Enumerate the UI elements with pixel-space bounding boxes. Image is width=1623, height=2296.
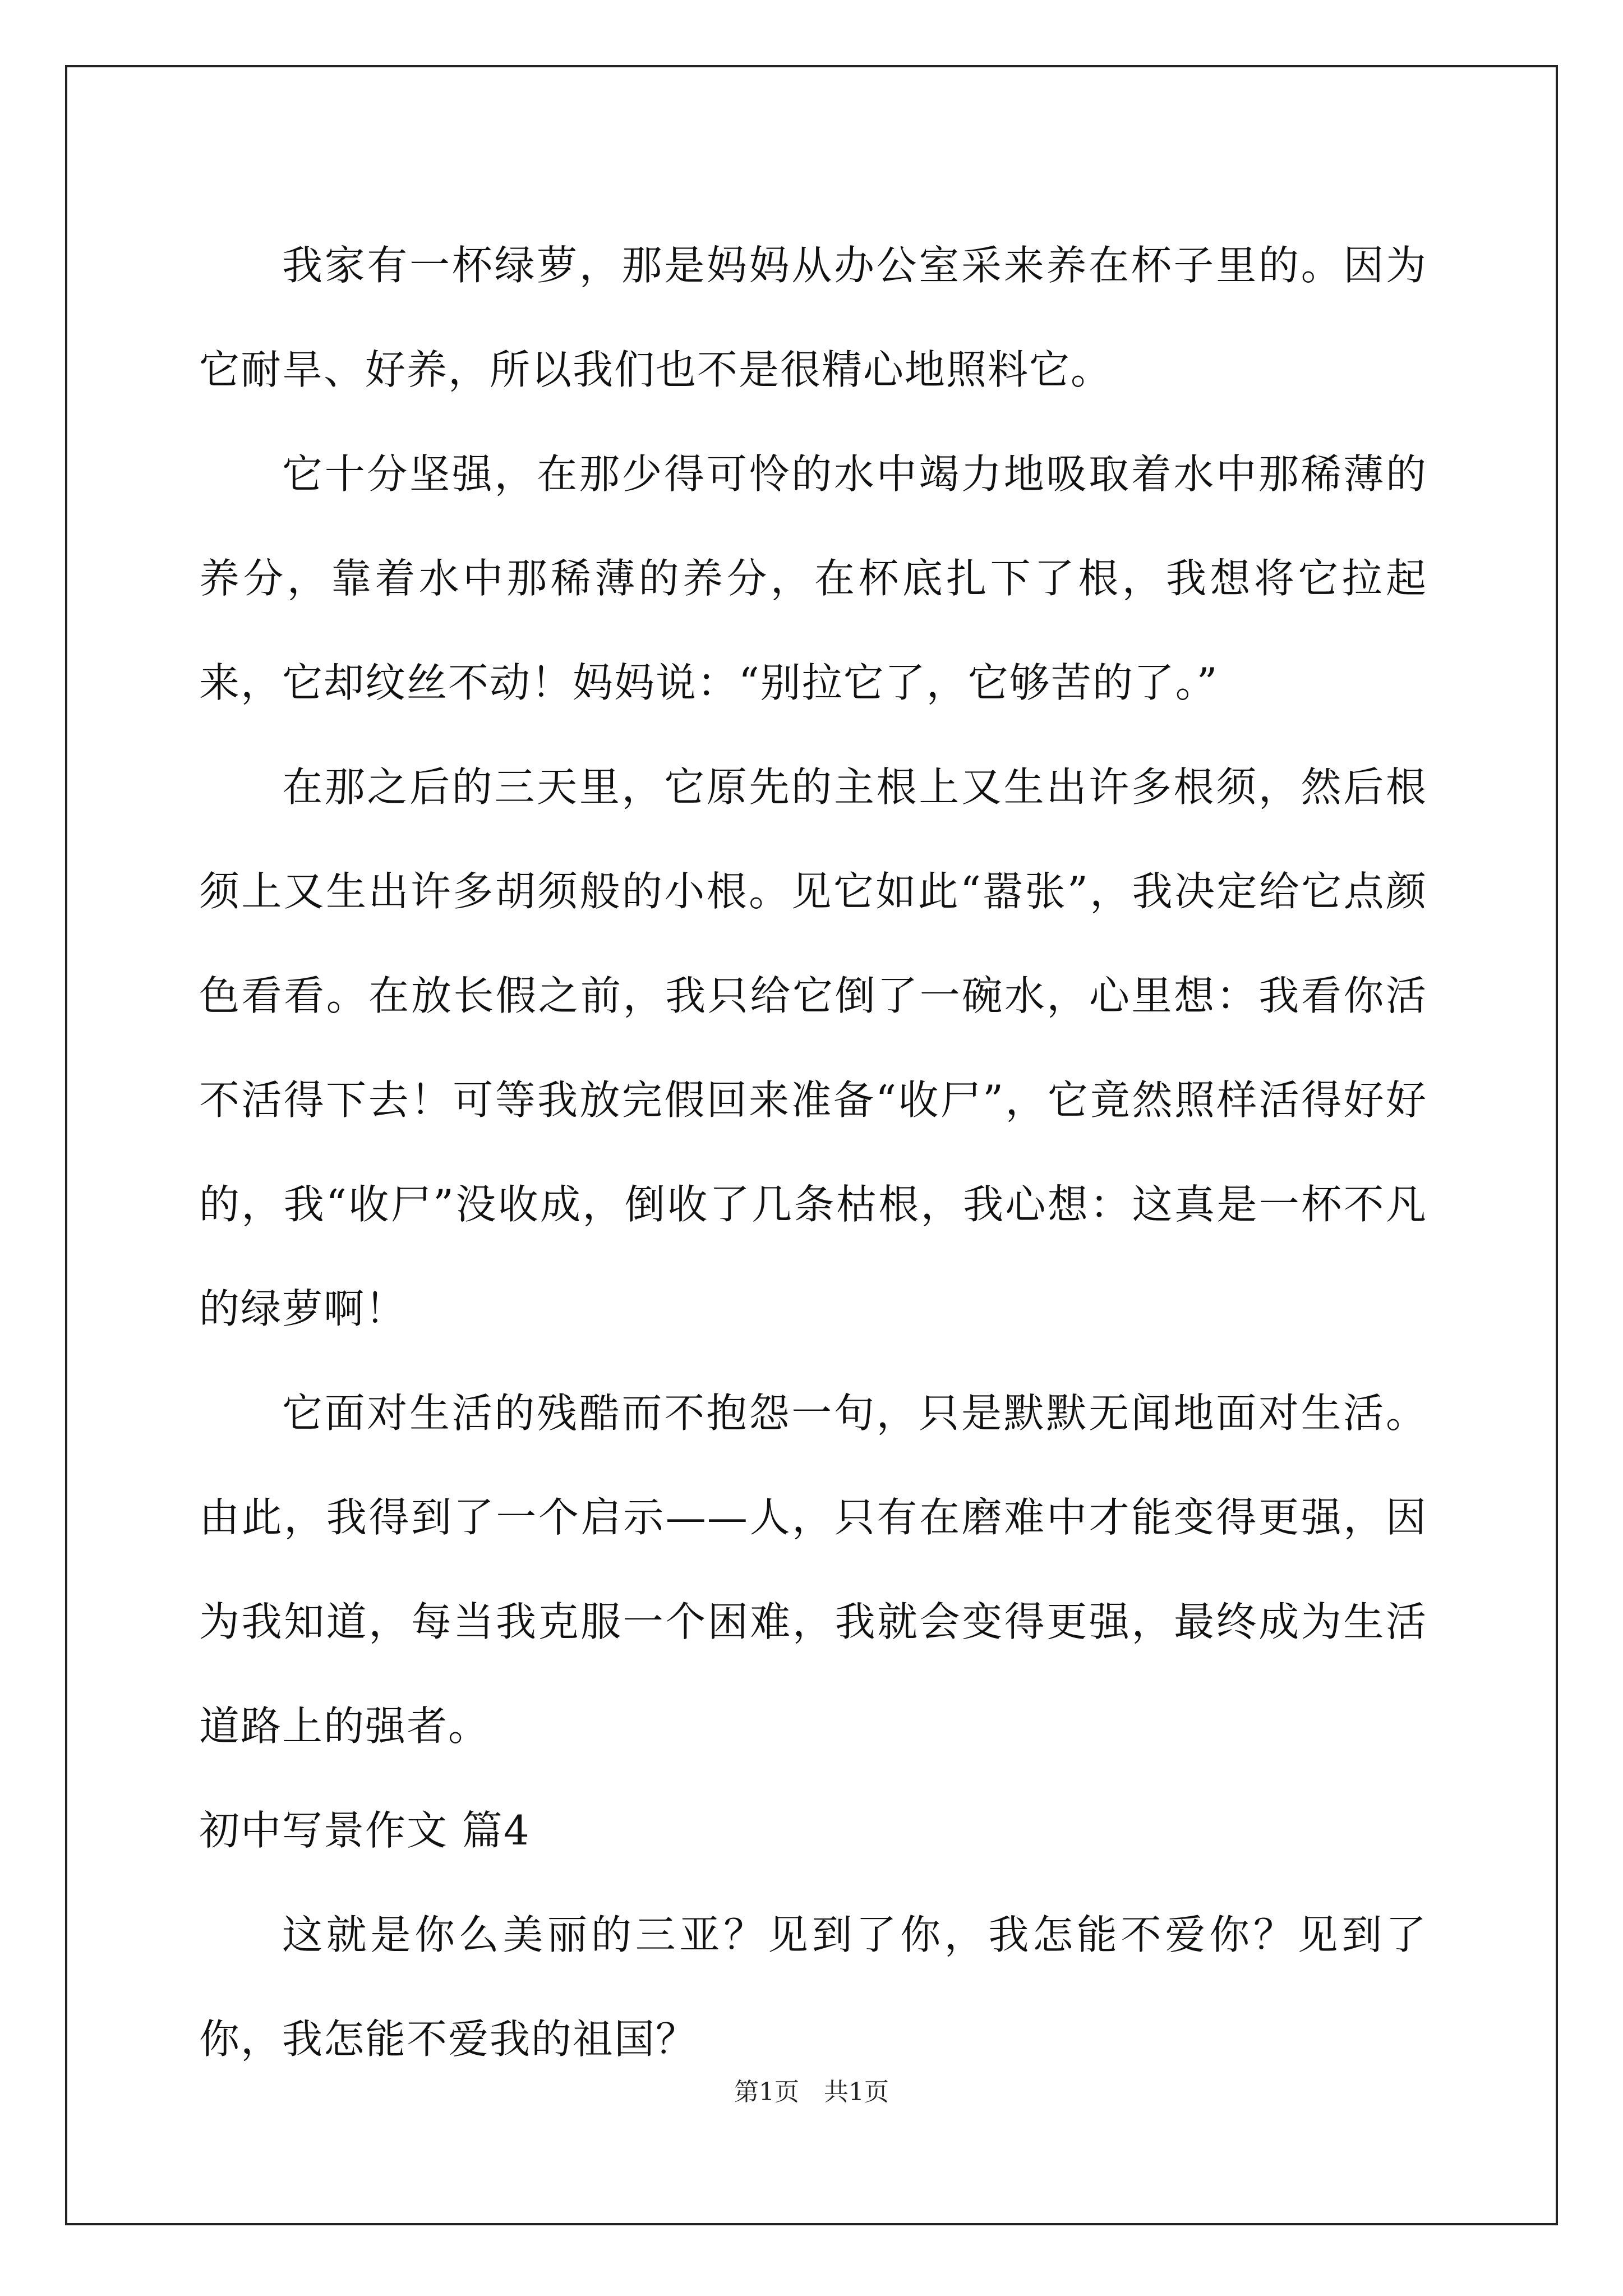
section-heading: 初中写景作文 篇4 xyxy=(199,1807,531,1854)
paragraph-3: 在那之后的三天里，它原先的主根上又生出许多根须，然后根须上又生出许多胡须般的小根。见它如此“嚣张”，我决定给它点颜色看看。在放长假之前，我只给它倒了一碗水，心里想：我看你活不活得下去！可等我放完假回来准备“收尸”，它竟然照样活得好好的，我“收尸”没收成，倒收了几条枯根，我心想：这真是一杯不凡的绿萝啊！ xyxy=(199,763,1427,1332)
paragraph-2: 它十分坚强，在那少得可怜的水中竭力地吸取着水中那稀薄的养分，靠着水中那稀薄的养分，在杯底扎下了根，我想将它拉起来，它却纹丝不动！妈妈说：“别拉它了，它够苦的了。” xyxy=(199,450,1427,706)
document-body xyxy=(199,213,1427,2091)
paragraph-1: 我家有一杯绿萝，那是妈妈从办公室采来养在杯子里的。因为它耐旱、好养，所以我们也不是很精心地照料它。 xyxy=(199,242,1427,393)
paragraph-4: 它面对生活的残酷而不抱怨一句，只是默默无闻地面对生活。由此，我得到了一个启示——人，只有在磨难中才能变得更强，因为我知道，每当我克服一个困难，我就会变得更强，最终成为生活道路上的强者。 xyxy=(199,1389,1427,1750)
page-footer: 第1页 共1页 xyxy=(734,2078,889,2106)
section-paragraph-1: 这就是你么美丽的三亚？见到了你，我怎能不爱你？见到了你，我怎能不爱我的祖国？ xyxy=(199,1911,1427,2063)
